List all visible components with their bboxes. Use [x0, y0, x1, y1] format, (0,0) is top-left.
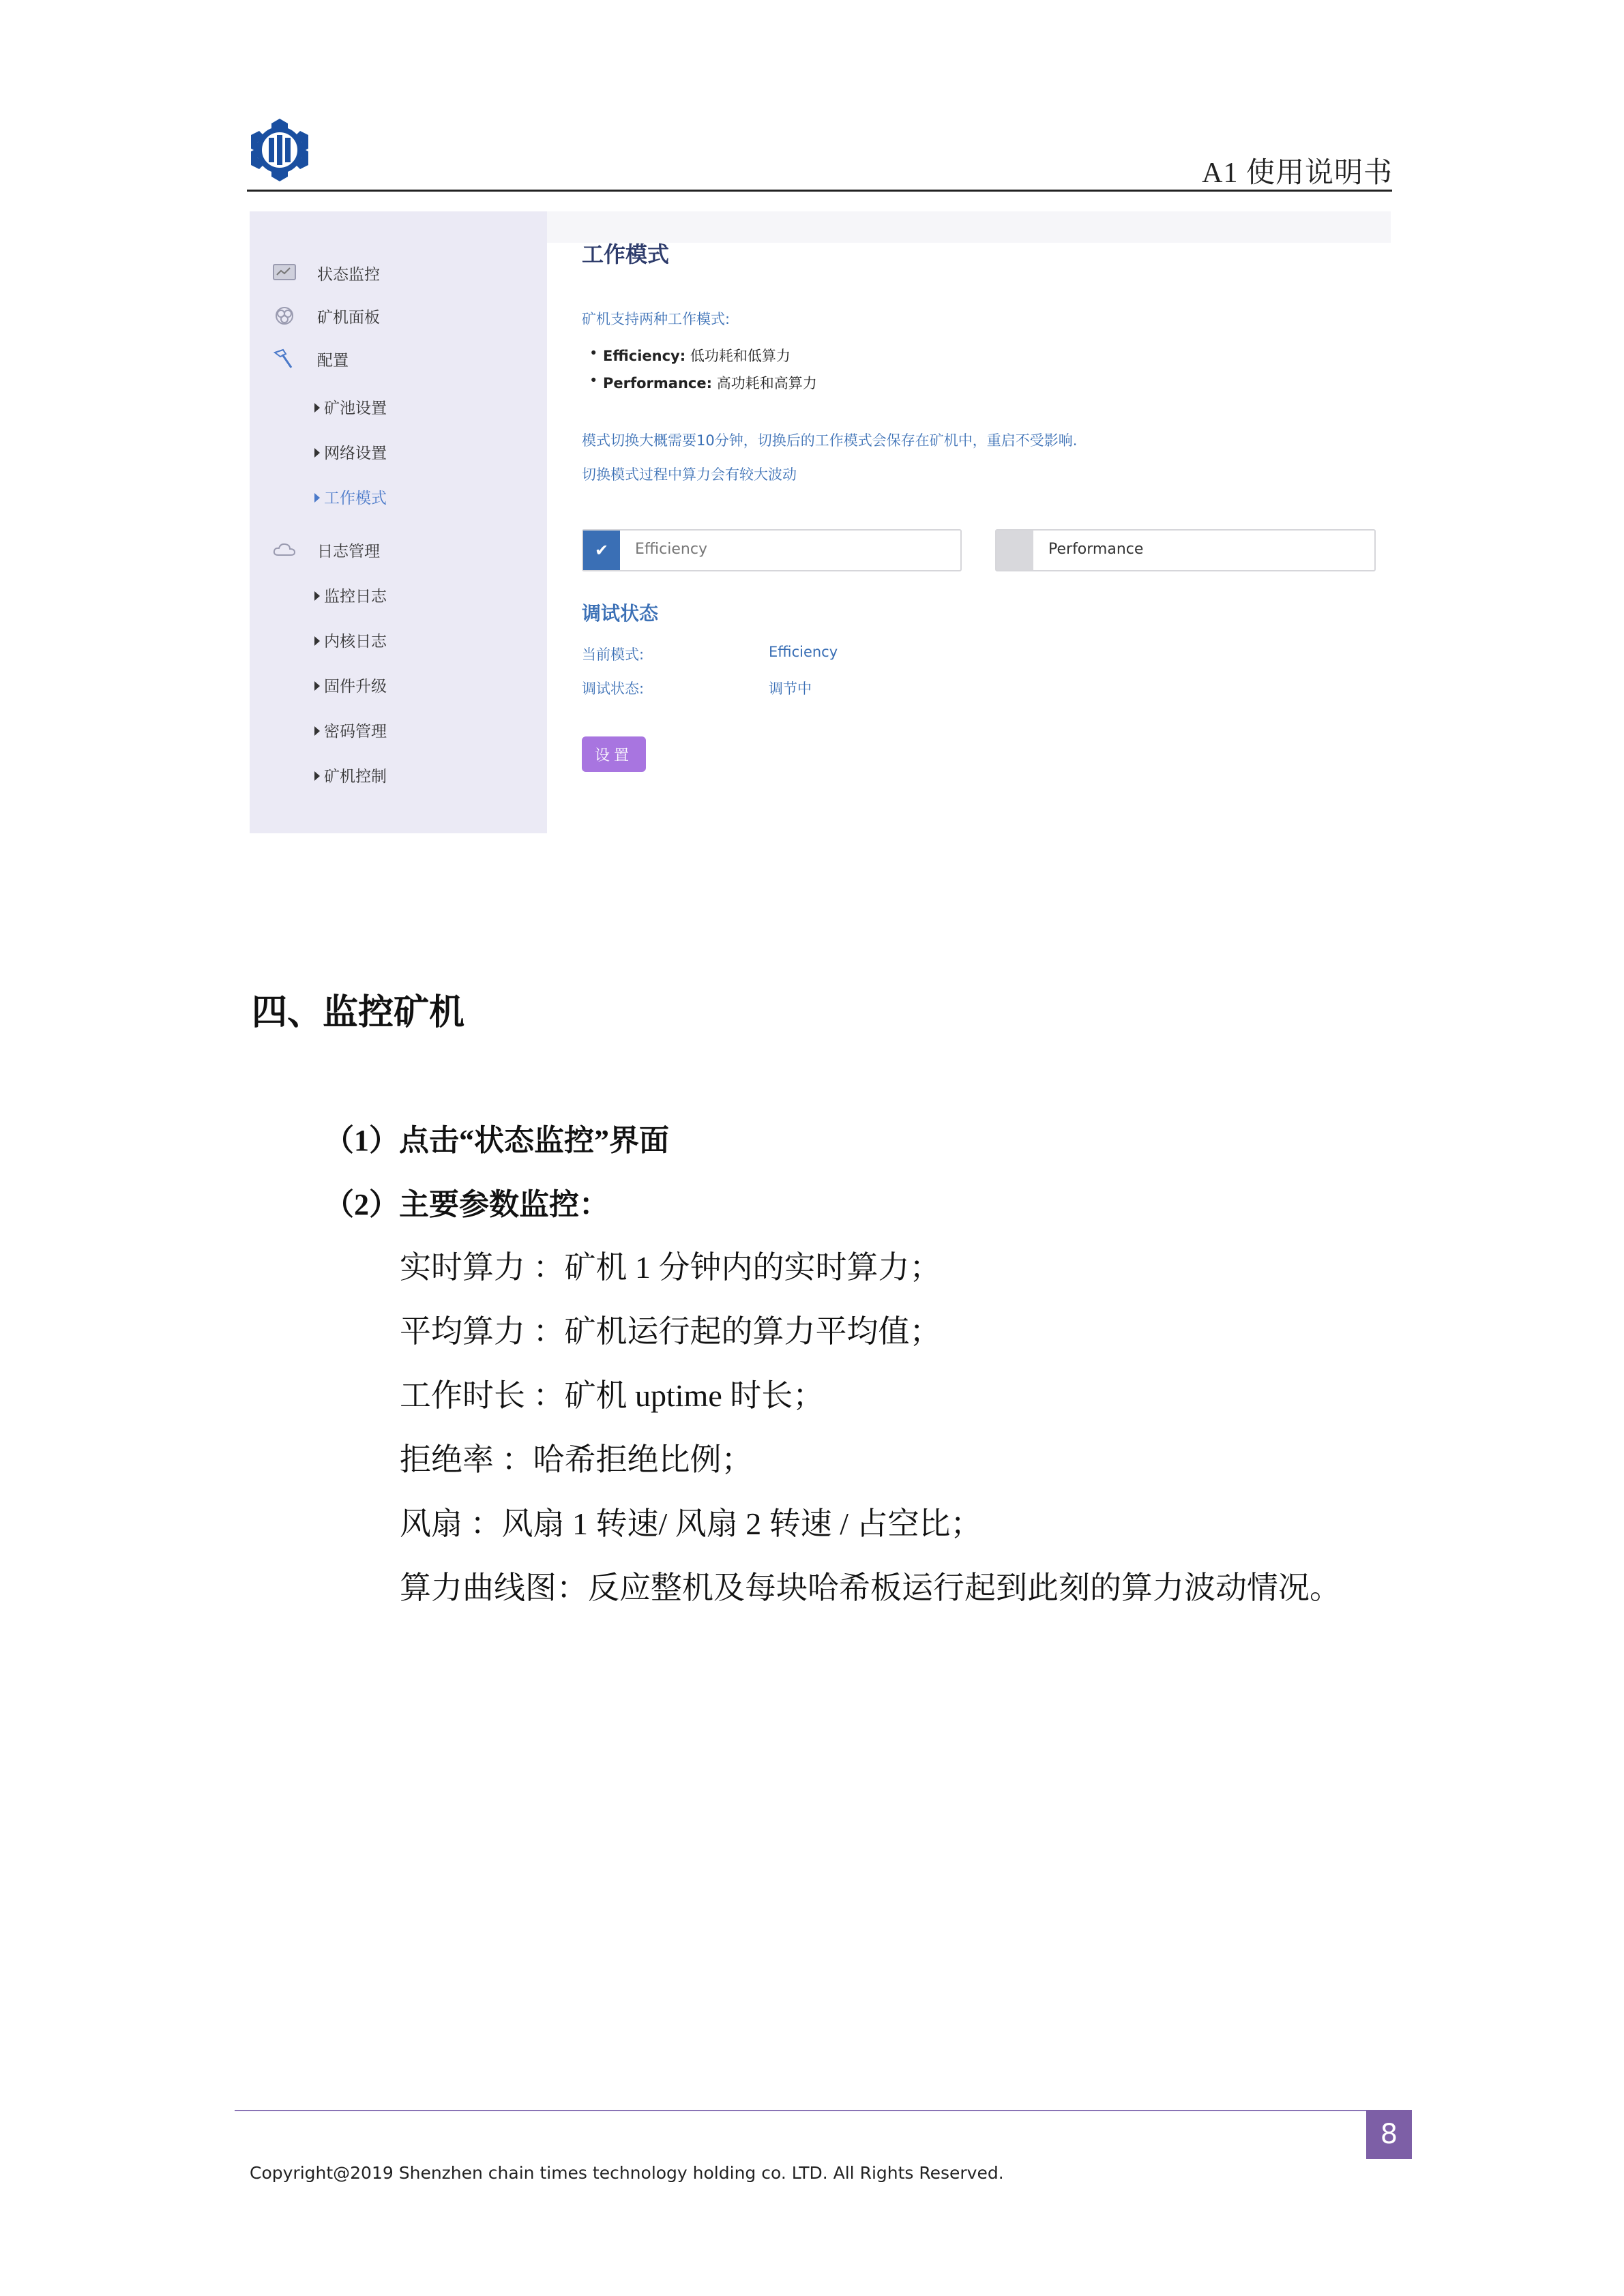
caret-right-icon	[314, 726, 320, 736]
param-line-reject-rate: 拒绝率 ：哈希拒绝比例；	[400, 1442, 753, 1477]
hammer-icon	[272, 348, 297, 369]
mode-name: Performance:	[603, 375, 713, 391]
footer-divider	[235, 2110, 1367, 2111]
param-line-hashrate-chart: 算力曲线图：反应整机及每块哈希板运行起到此刻的算力波动情况。	[400, 1570, 1341, 1605]
page-number: 8	[1366, 2110, 1412, 2159]
mode-name: Efficiency:	[603, 348, 686, 364]
caret-right-icon	[314, 681, 320, 691]
switch-note: 模式切换大概需要10分钟，切换后的工作模式会保存在矿机中，重启不受影响.	[582, 432, 1078, 449]
sidebar-item-label: 配置	[317, 351, 349, 370]
sidebar-item-log-management[interactable]	[250, 537, 547, 562]
cloud-icon	[272, 539, 297, 560]
param-line-fans: 风扇 ：风扇 1 转速/ 风扇 2 转速 / 占空比；	[400, 1506, 982, 1541]
sidebar-subitem-label: 监控日志	[324, 588, 387, 606]
sidebar-subitem-password[interactable]	[314, 719, 387, 741]
mode-intro: 矿机支持两种工作模式:	[582, 311, 730, 327]
dashboard-icon	[272, 305, 297, 326]
caret-right-icon	[314, 771, 320, 781]
sidebar-subitem-label: 密码管理	[324, 723, 387, 741]
sidebar-item-label: 状态监控	[317, 265, 380, 284]
debug-status-title: 调试状态	[582, 602, 659, 625]
sidebar-subitem-work-mode[interactable]	[314, 486, 387, 508]
caret-right-icon	[314, 636, 320, 646]
current-mode-label: 当前模式:	[582, 646, 645, 663]
sidebar-item-label: 日志管理	[317, 542, 380, 561]
checked-checkbox[interactable]: ✔	[583, 531, 620, 570]
sidebar-subitem-label: 网络设置	[324, 445, 387, 462]
sidebar-item-config[interactable]	[250, 346, 547, 371]
sidebar-item-label: 矿机面板	[317, 308, 380, 327]
efficiency-label: Efficiency	[635, 541, 707, 558]
efficiency-option[interactable]	[582, 529, 962, 571]
caret-right-icon	[314, 493, 320, 503]
section-heading: 四、监控矿机	[252, 994, 465, 1032]
sidebar-subitem-label: 固件升级	[324, 678, 387, 696]
sidebar-subitem-pool-settings[interactable]	[314, 396, 387, 418]
fluctuation-note: 切换模式过程中算力会有较大波动	[582, 466, 797, 483]
debug-status-value: 调节中	[769, 681, 812, 697]
param-line-uptime: 工作时长 ：矿机 uptime 时长；	[400, 1378, 825, 1413]
header-divider	[247, 190, 1392, 192]
set-button[interactable]: 设置	[582, 736, 646, 772]
mode-desc: 低功耗和低算力	[690, 348, 791, 364]
sidebar-subitem-network-settings[interactable]	[314, 441, 387, 463]
mode-desc: 高功耗和高算力	[716, 375, 817, 391]
step-1: （1）点击“状态监控”界面	[324, 1124, 669, 1157]
copyright-text: Copyright@2019 Shenzhen chain times technology holding co. LTD. All Rights Reserved.	[250, 2163, 1004, 2183]
sidebar-item-miner-panel[interactable]	[250, 303, 547, 328]
debug-status-label: 调试状态:	[582, 681, 645, 697]
step-2: （2）主要参数监控：	[324, 1188, 609, 1221]
company-logo	[247, 117, 312, 183]
performance-option[interactable]	[995, 529, 1376, 571]
mode-bullet-efficiency	[603, 345, 791, 366]
page-title: 工作模式	[582, 241, 670, 267]
caret-right-icon	[314, 591, 320, 601]
unchecked-checkbox[interactable]	[996, 531, 1033, 570]
current-mode-value: Efficiency	[769, 644, 838, 660]
caret-right-icon	[314, 403, 320, 413]
mode-bullet-performance	[603, 372, 817, 393]
top-strip	[547, 211, 1391, 243]
sidebar-item-status-monitor[interactable]	[250, 260, 547, 285]
work-mode-screenshot	[250, 211, 1391, 833]
sidebar-subitem-label: 矿机控制	[324, 768, 387, 786]
monitor-icon	[272, 263, 297, 283]
param-line-hashrate: 实时算力 ：矿机 1 分钟内的实时算力；	[400, 1250, 941, 1285]
caret-right-icon	[314, 448, 320, 458]
performance-label: Performance	[1048, 541, 1144, 558]
sidebar-subitem-label: 内核日志	[324, 633, 387, 651]
sidebar-subitem-kernel-log[interactable]	[314, 629, 387, 651]
sidebar-subitem-monitor-log[interactable]	[314, 584, 387, 606]
sidebar-subitem-label: 矿池设置	[324, 400, 387, 417]
sidebar-subitem-miner-control[interactable]	[314, 764, 387, 786]
document-title: A1 使用说明书	[1202, 158, 1393, 189]
param-line-avg-hashrate: 平均算力 ：矿机运行起的算力平均值；	[400, 1314, 941, 1349]
sidebar-subitem-label: 工作模式	[324, 490, 387, 507]
sidebar	[250, 211, 547, 833]
sidebar-subitem-firmware-upgrade[interactable]	[314, 674, 387, 696]
